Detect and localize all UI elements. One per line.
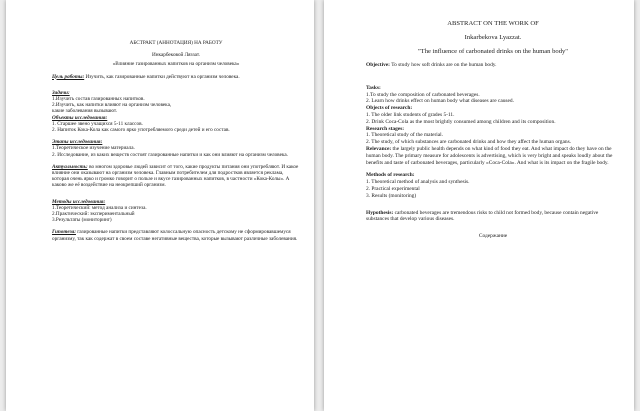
left-method-item: 1.Теоретический: метод анализа и синтеза. bbox=[52, 204, 147, 211]
right-tasks-label: Tasks: bbox=[366, 84, 381, 91]
left-object-item: 2. Напиток Кока-Кола как самого ярко употребляемого среди детей и его состав. bbox=[52, 127, 230, 134]
left-title: АБСТРАКТ (АННОТАЦИЯ) НА РАБОТУ bbox=[129, 40, 223, 46]
right-objective-label: Objective: bbox=[366, 62, 390, 68]
right-objective bbox=[366, 62, 620, 69]
left-object-item: 1. Старшее звено учащихся 5-11 классов. bbox=[52, 120, 143, 127]
right-task-item: 1.To study the composition of carbonated beverages. bbox=[366, 91, 480, 98]
right-task-item: 2. Learn how drinks effect on human body what diseases are caused. bbox=[366, 98, 514, 105]
right-method-item: 2. Practical experimental bbox=[366, 185, 420, 192]
left-task-item: 1.Изучить состав газированных напитков. bbox=[52, 96, 145, 103]
right-method-item: 3. Results (monitoring) bbox=[366, 192, 417, 199]
document-page-right bbox=[324, 0, 634, 411]
left-author: Инкарбековой Ляззат. bbox=[151, 52, 201, 59]
right-objective-text: To study how soft drinks are on the human body. bbox=[391, 62, 497, 68]
right-stages-label: Research stages: bbox=[366, 125, 405, 132]
left-method-item: 2.Практический: экспериментальный bbox=[52, 211, 135, 218]
right-relevance-text: the largely public health depends on what kind of food they eat. And what impact do they have on the human body. The primary measure for adolescents is advertising, which is very bright and speaks loudly about the benefits and taste of carbonated beverages, particularly «Coca-Cola». And what is its impact on the fragile body. bbox=[366, 145, 613, 166]
left-topic: «Влияние газированных напитков на организм человека» bbox=[112, 61, 240, 68]
left-relevance-label: Актуальность: bbox=[52, 163, 88, 170]
left-methods-label: Методы исследования: bbox=[52, 198, 106, 205]
left-task-item: какие заболевания вызывают. bbox=[52, 108, 118, 115]
left-goal-text: Изучить, как газированные напитки действуют на организм человека. bbox=[85, 73, 240, 80]
right-objects-label: Objects of research: bbox=[366, 105, 413, 112]
right-hypothesis-text: carbonated beverages are tremendous risks to child not formed body, because contain negative substances that develop various diseases. bbox=[366, 209, 599, 223]
right-author: Inkarbekova Lyazzat. bbox=[464, 34, 522, 41]
right-method-item: 1. Theoretical method of analysis and synthesis. bbox=[366, 179, 470, 186]
left-stage-item: 1.Теоретическое изучение материала. bbox=[52, 145, 135, 152]
left-objects-label: Объекты исследования: bbox=[52, 114, 108, 121]
right-topic: "The influence of carbonated drinks on the human body" bbox=[417, 48, 569, 55]
left-hypothesis-text: газированные напитки представляют колоссальную опасность детскому не сформировавшемуся организму, так как содержат в своем составе негативные вещества, которые вызывают различные заболевания. bbox=[52, 229, 298, 242]
left-relevance-text: во многом здоровье людей зависит от того, какие продукты питания они употребляют. И какое влияние они оказывают на организм человека. Главным потребителем для подростков является реклама, которая очень ярко и громко говорит о пользе и вкусе газированных напитков, в частности «Кока-Колы». А каково же её воздействие на неокрепший организм. bbox=[52, 163, 299, 189]
right-relevance bbox=[366, 146, 620, 166]
right-hypothesis-label: Hypothesis: bbox=[366, 209, 394, 216]
left-hypothesis bbox=[52, 229, 300, 241]
left-stages-label: Этапы исследования: bbox=[52, 139, 103, 146]
right-object-item: 1. The older link students of grades 5-11. bbox=[366, 111, 455, 118]
left-hypothesis-label: Гипотеза: bbox=[52, 229, 76, 236]
left-task-item: 2.Изучить, как напитки влияют на организм человека, bbox=[52, 102, 172, 109]
right-footer-contents: Содержание bbox=[478, 233, 508, 240]
left-method-item: 3.Результаты (мониторинг) bbox=[52, 217, 112, 224]
right-methods-label: Methods of research: bbox=[366, 172, 415, 179]
left-relevance bbox=[52, 164, 300, 189]
right-title: ABSTRACT ON THE WORK OF bbox=[447, 20, 539, 27]
right-relevance-label: Relevance: bbox=[366, 145, 392, 152]
left-goal-label: Цель работы: bbox=[52, 73, 85, 80]
right-stage-item: 1. Theoretical study of the material. bbox=[366, 132, 443, 139]
document-page-left bbox=[6, 0, 314, 411]
right-stage-item: 2. The study, of which substances are carbonated drinks and how they affect the human organs. bbox=[366, 139, 572, 146]
right-hypothesis bbox=[366, 210, 620, 224]
left-stage-item: 2. Исследование, из каких веществ состоят газированные напитки и как они влияют на организм человека. bbox=[52, 151, 288, 158]
left-tasks-label: Задачи: bbox=[52, 89, 70, 96]
right-object-item: 2. Drink Coca-Cola as the most brightly consumed among children and its composition. bbox=[366, 118, 556, 125]
